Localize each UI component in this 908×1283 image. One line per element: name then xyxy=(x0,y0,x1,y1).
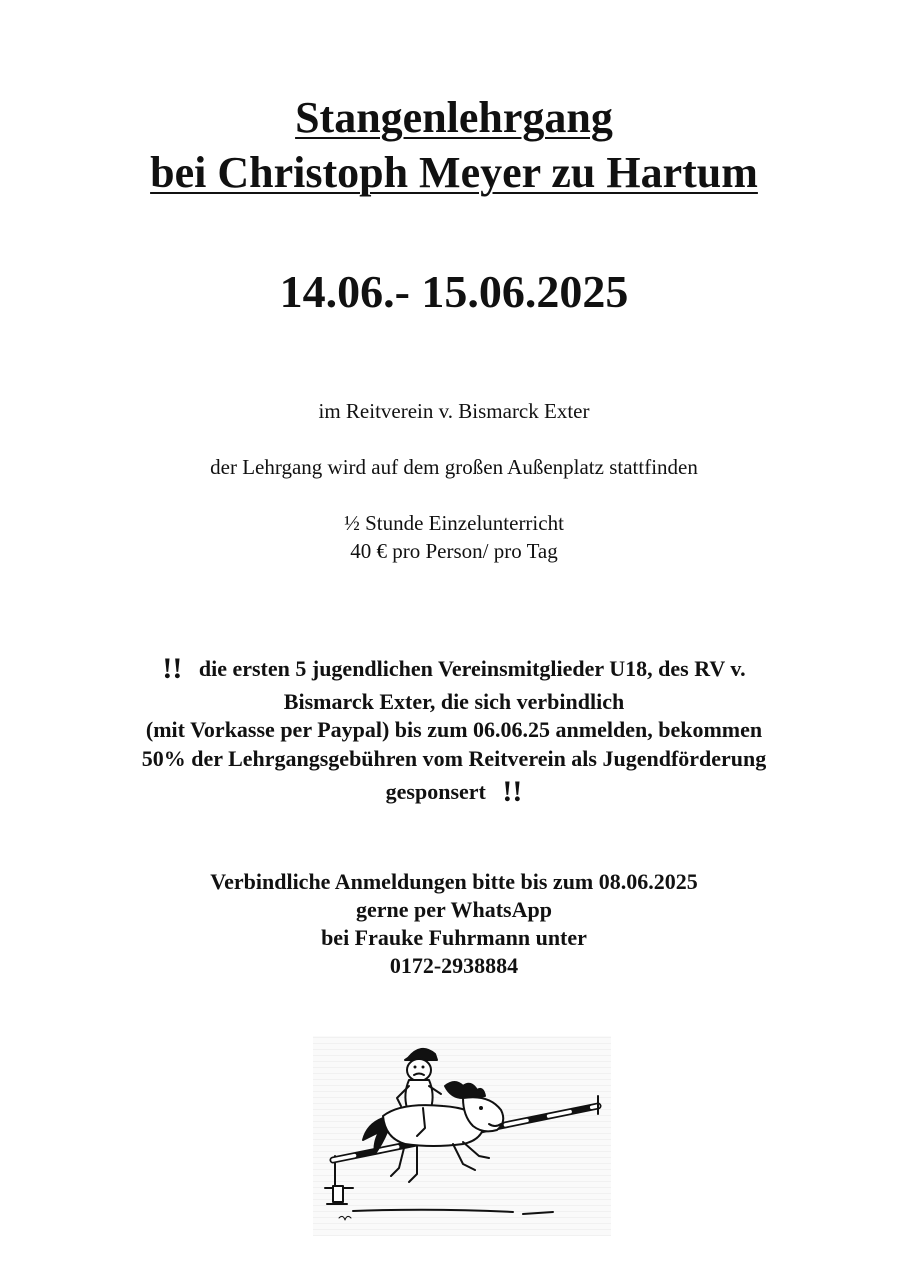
sponsorship-text-5: gesponsert xyxy=(385,779,486,804)
sponsorship-line-2: Bismarck Exter, die sich verbindlich xyxy=(283,689,625,714)
pony-jump-drawing xyxy=(313,1036,611,1236)
pony-jump-illustration xyxy=(313,1036,611,1236)
sponsorship-line-4: 50% der Lehrgangsgebühren vom Reitverein als Jugendförderung xyxy=(141,746,767,771)
sponsorship-line-1 xyxy=(0,652,908,685)
price-text: 40 € pro Person/ pro Tag xyxy=(350,539,558,563)
registration-phone: 0172-2938884 xyxy=(389,953,519,978)
registration-line-2: gerne per WhatsApp xyxy=(356,897,552,922)
registration-line-3: bei Frauke Fuhrmann unter xyxy=(321,925,587,950)
sponsorship-line-5 xyxy=(0,775,908,808)
title-line-1: Stangenlehrgang xyxy=(295,93,613,142)
event-date: 14.06.- 15.06.2025 xyxy=(279,266,629,317)
exclamation-marks-right: !! xyxy=(502,775,523,808)
location-note: der Lehrgang wird auf dem großen Außenplatz stattfinden xyxy=(210,455,698,479)
sponsorship-line-3: (mit Vorkasse per Paypal) bis zum 06.06.25 anmelden, bekommen xyxy=(145,717,763,742)
sponsorship-text-1: die ersten 5 jugendlichen Vereinsmitglieder U18, des RV v. xyxy=(198,656,746,681)
title-line-2: bei Christoph Meyer zu Hartum xyxy=(150,148,758,197)
exclamation-marks-left: !! xyxy=(162,652,183,685)
lesson-text: ½ Stunde Einzelunterricht xyxy=(344,511,564,535)
venue-text: im Reitverein v. Bismarck Exter xyxy=(318,399,590,423)
registration-line-1: Verbindliche Anmeldungen bitte bis zum 08.06.2025 xyxy=(210,869,698,894)
